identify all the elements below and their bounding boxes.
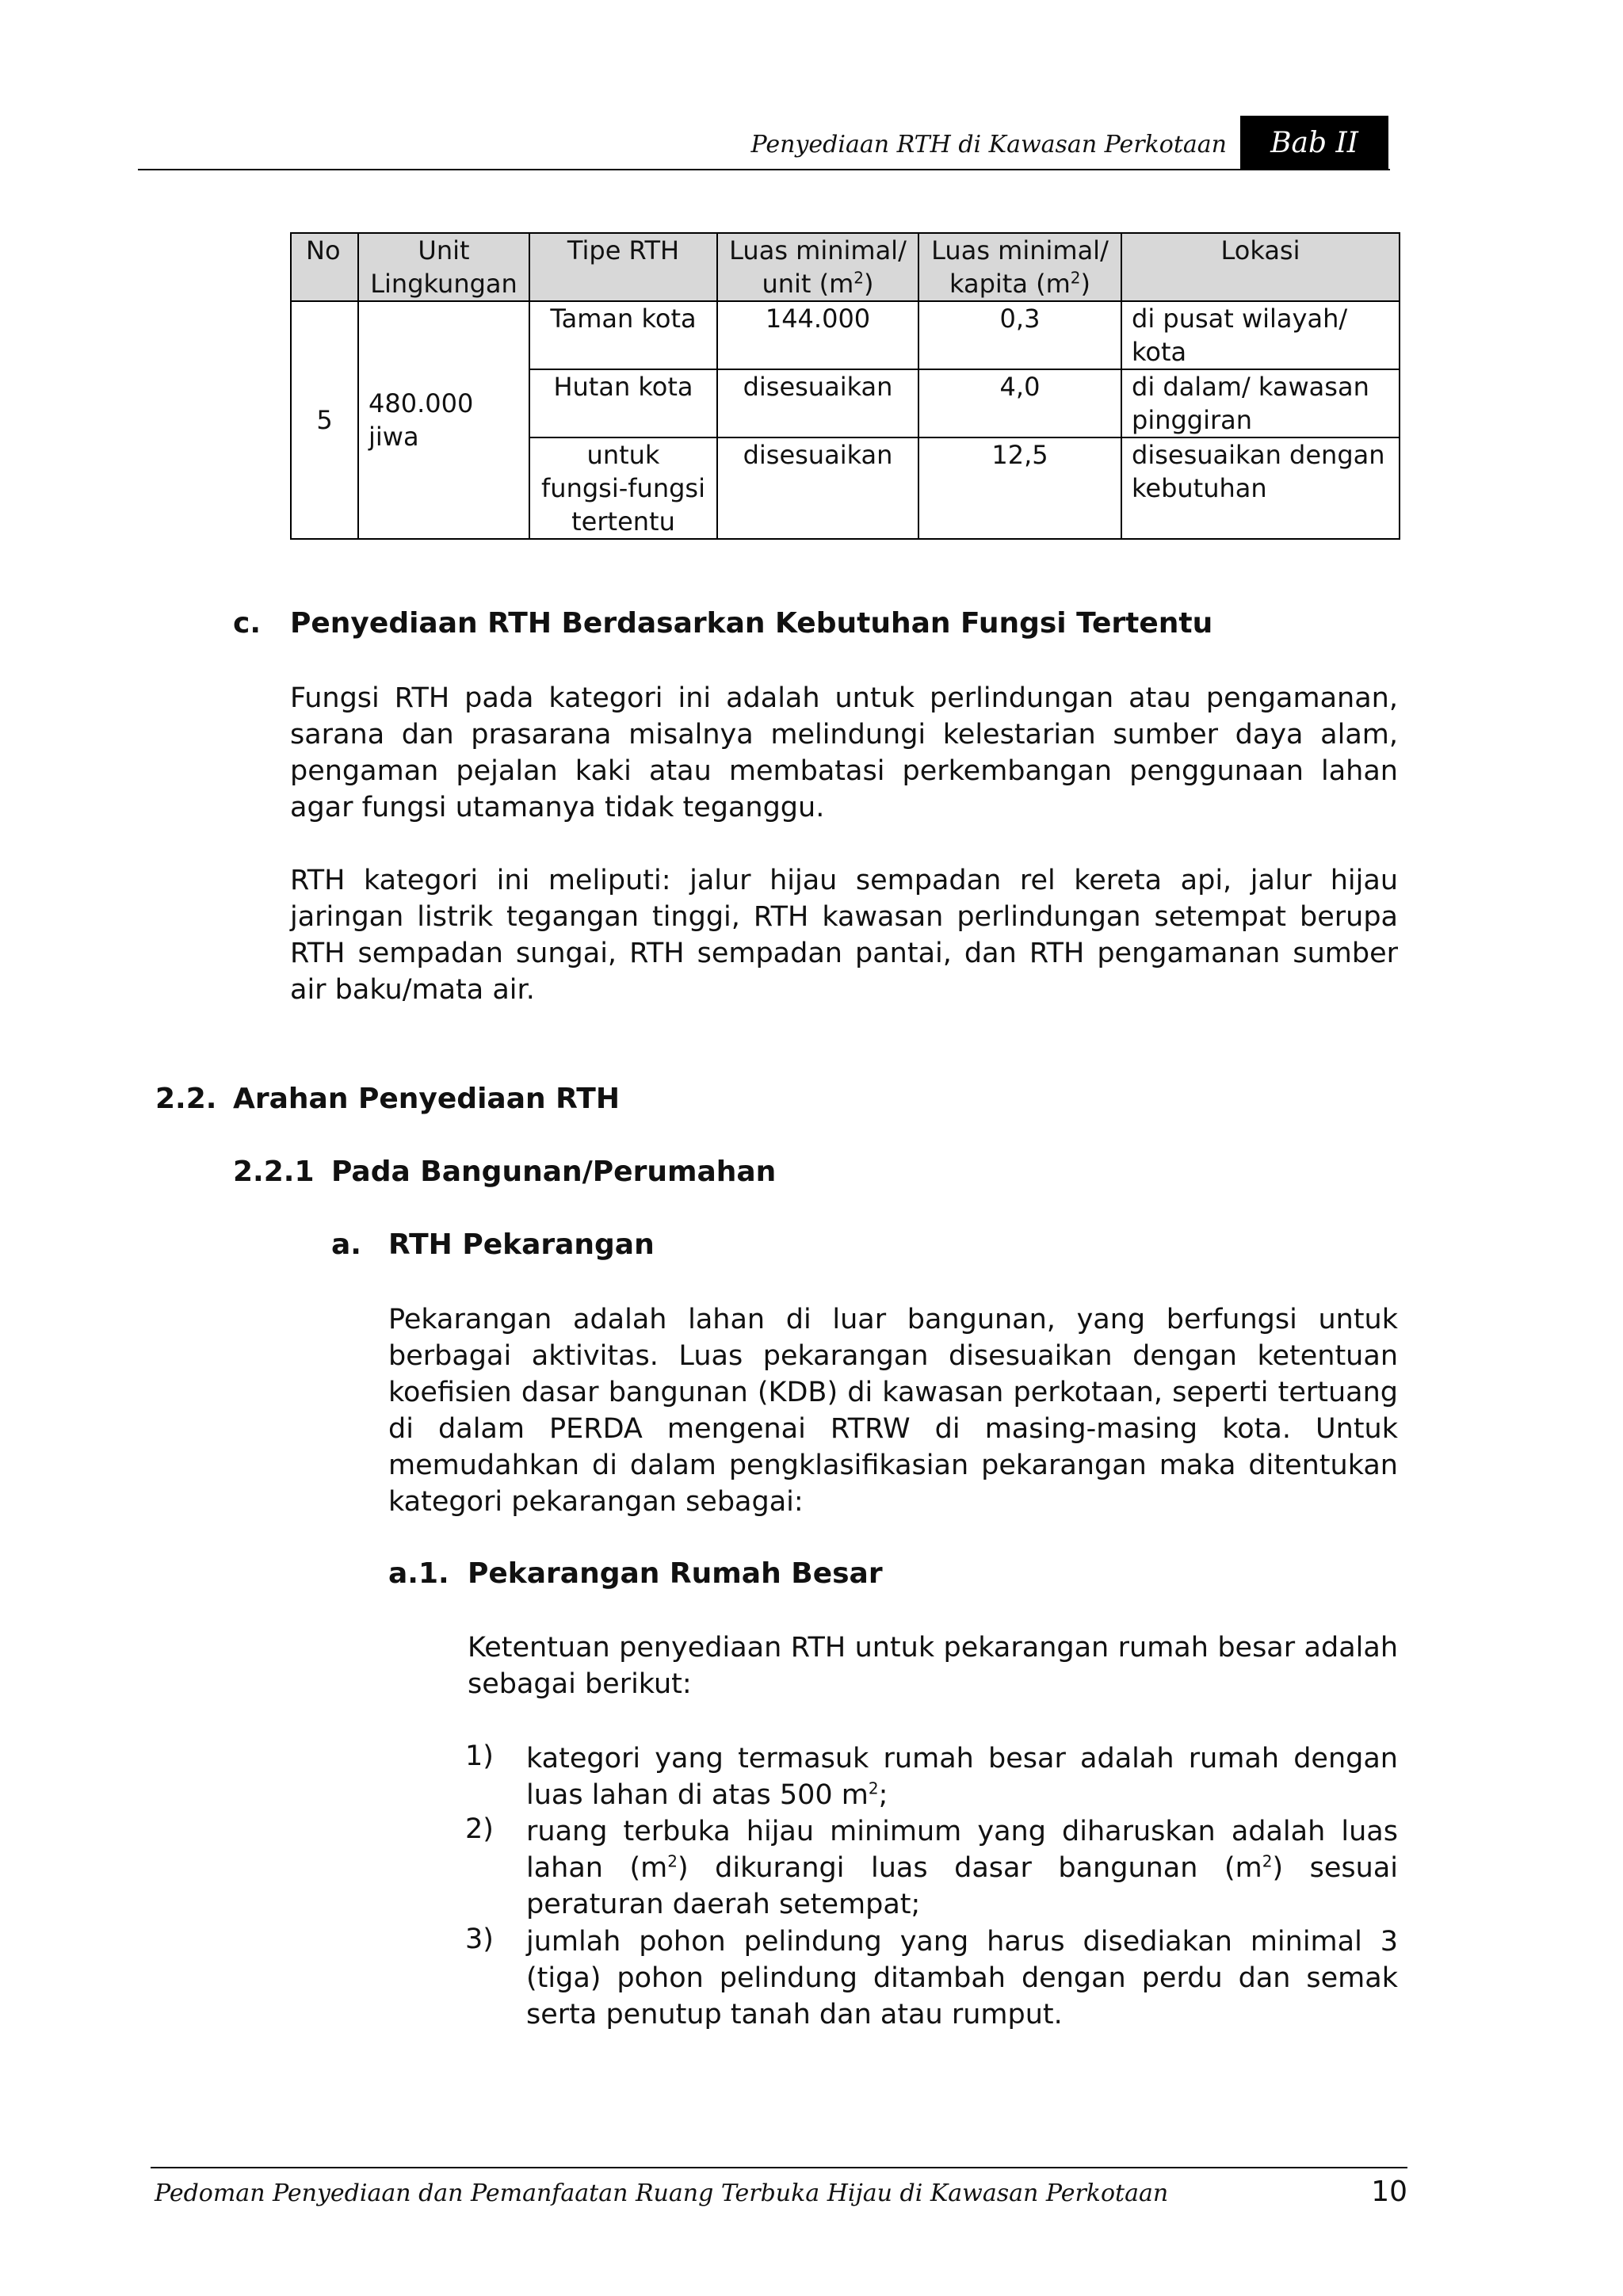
section-a-paragraph-text: Pekarangan adalah lahan di luar bangunan, yang berfungsi untuk berbagai aktivitas. Luas pekarangan disesuaikan dengan ketentuan koefisien dasar bangunan (KDB) di kawasan perkotaan, seperti tertuang di dalam PERDA mengenai RTRW di masing-masing kota. Untuk memudahkan di dalam pengklasifikasian pekarangan maka ditentukan kategori pekarangan sebagai: — [388, 1304, 1398, 1518]
header-luas-kapita-sup: 2 — [1070, 268, 1081, 288]
list-item-1 — [526, 1740, 1398, 1813]
header-luas-unit — [717, 233, 918, 301]
list-item-2-text-c: ) sesuai peraturan daerah setempat; — [526, 1852, 1398, 1920]
header-luas-unit-open: (m — [819, 269, 854, 299]
list-item-2 — [526, 1813, 1398, 1923]
list-item-1-text-a: kategori yang termasuk rumah besar adalah rumah dengan luas lahan di atas 500 m — [526, 1743, 1398, 1811]
header-luas-unit-close: ) — [864, 269, 874, 299]
list-item-2-text-b: ) dikurangi luas dasar bangunan (m — [678, 1852, 1262, 1884]
list-item-2-text — [526, 1813, 1398, 1923]
section-a-title: RTH Pekarangan — [388, 1228, 655, 1261]
section-a1-marker: a.1. — [388, 1557, 449, 1590]
list-item-2-text-a: ruang terbuka hijau minimum yang diharuskan adalah luas lahan (m — [526, 1816, 1398, 1884]
header-rule — [138, 169, 1390, 170]
list-item-1-text — [526, 1740, 1398, 1813]
rth-table — [290, 232, 1400, 540]
header-luas-kapita-close: ) — [1080, 269, 1090, 299]
section-2-2-number: 2.2. — [155, 1083, 217, 1115]
cell-tipe: untuk fungsi-fungsi tertentu — [529, 437, 717, 539]
section-a1-intro — [468, 1629, 1398, 1702]
section-c-marker: c. — [233, 607, 262, 640]
section-c-paragraph-2-text: RTH kategori ini meliputi: jalur hijau sempadan rel kereta api, jalur hijau jaringan listrik tegangan tinggi, RTH kawasan perlindungan setempat berupa RTH sempadan sungai, RTH sempadan pantai, dan RTH pengamanan sumber air baku/mata air. — [290, 865, 1398, 1006]
cell-lokasi: disesuaikan dengan kebutuhan — [1121, 437, 1400, 539]
list-item-1-number: 1) — [465, 1740, 494, 1772]
header-title: Penyediaan RTH di Kawasan Perkotaan — [750, 131, 1227, 159]
chapter-badge: Bab II — [1240, 116, 1388, 170]
list-item-1-sup: 2 — [868, 1778, 879, 1798]
header-luas-unit-label: Luas minimal/ unit — [729, 235, 907, 299]
list-item-2-sup: 2 — [667, 1851, 678, 1871]
section-2-2-1-number: 2.2.1 — [233, 1156, 315, 1188]
cell-luas-kapita: 0,3 — [918, 301, 1121, 369]
list-item-3-text: jumlah pohon pelindung yang harus disediakan minimal 3 (tiga) pohon pelindung ditambah dengan perdu dan semak serta penutup tanah dan atau rumput. — [526, 1926, 1398, 2030]
section-2-2-title: Arahan Penyediaan RTH — [233, 1083, 620, 1115]
section-c-paragraph-1 — [290, 680, 1398, 826]
list-item-3-number: 3) — [465, 1924, 494, 1955]
footer-rule — [151, 2167, 1407, 2168]
page-number: 10 — [1371, 2176, 1407, 2208]
table-row — [291, 301, 1400, 369]
section-c-title: Penyediaan RTH Berdasarkan Kebutuhan Fungsi Tertentu — [290, 607, 1213, 640]
list-item-1-text-b: ; — [878, 1779, 888, 1811]
cell-luas-unit: disesuaikan — [717, 369, 918, 437]
cell-lokasi: di dalam/ kawasan pinggiran — [1121, 369, 1400, 437]
section-a-paragraph — [388, 1301, 1398, 1520]
cell-no: 5 — [291, 301, 358, 539]
list-item-3 — [526, 1924, 1398, 2033]
section-2-2-1-title: Pada Bangunan/Perumahan — [331, 1156, 777, 1188]
cell-tipe: Hutan kota — [529, 369, 717, 437]
section-c-paragraph-1-text: Fungsi RTH pada kategori ini adalah untuk perlindungan atau pengamanan, sarana dan prasarana misalnya melindungi kelestarian sumber daya alam, pengaman pejalan kaki atau membatasi perkembangan penggunaan lahan agar fungsi utamanya tidak teganggu. — [290, 682, 1398, 823]
cell-tipe: Taman kota — [529, 301, 717, 369]
header-unit-lingkungan: Unit Lingkungan — [358, 233, 529, 301]
footer-text: Pedoman Penyediaan dan Pemanfaatan Ruang Terbuka Hijau di Kawasan Perkotaan — [155, 2179, 1169, 2207]
header-tipe-rth: Tipe RTH — [529, 233, 717, 301]
cell-luas-kapita: 12,5 — [918, 437, 1121, 539]
header-lokasi: Lokasi — [1121, 233, 1400, 301]
list-item-2-number: 2) — [465, 1813, 494, 1845]
header-luas-kapita-open: (m — [1036, 269, 1071, 299]
cell-lokasi: di pusat wilayah/ kota — [1121, 301, 1400, 369]
cell-luas-unit: 144.000 — [717, 301, 918, 369]
table-header-row — [291, 233, 1400, 301]
header-luas-unit-sup: 2 — [854, 268, 865, 288]
section-a1-title: Pekarangan Rumah Besar — [468, 1557, 883, 1590]
header-luas-kapita-label: Luas minimal/ kapita — [931, 235, 1109, 299]
section-a1-intro-text: Ketentuan penyediaan RTH untuk pekarangan rumah besar adalah sebagai berikut: — [468, 1632, 1398, 1700]
header-luas-kapita — [918, 233, 1121, 301]
cell-luas-kapita: 4,0 — [918, 369, 1121, 437]
cell-unit: 480.000 jiwa — [358, 301, 529, 539]
cell-luas-unit: disesuaikan — [717, 437, 918, 539]
section-a-marker: a. — [331, 1228, 361, 1261]
list-item-2-sup-2: 2 — [1262, 1851, 1273, 1871]
section-c-paragraph-2 — [290, 862, 1398, 1008]
header-no: No — [291, 233, 358, 301]
